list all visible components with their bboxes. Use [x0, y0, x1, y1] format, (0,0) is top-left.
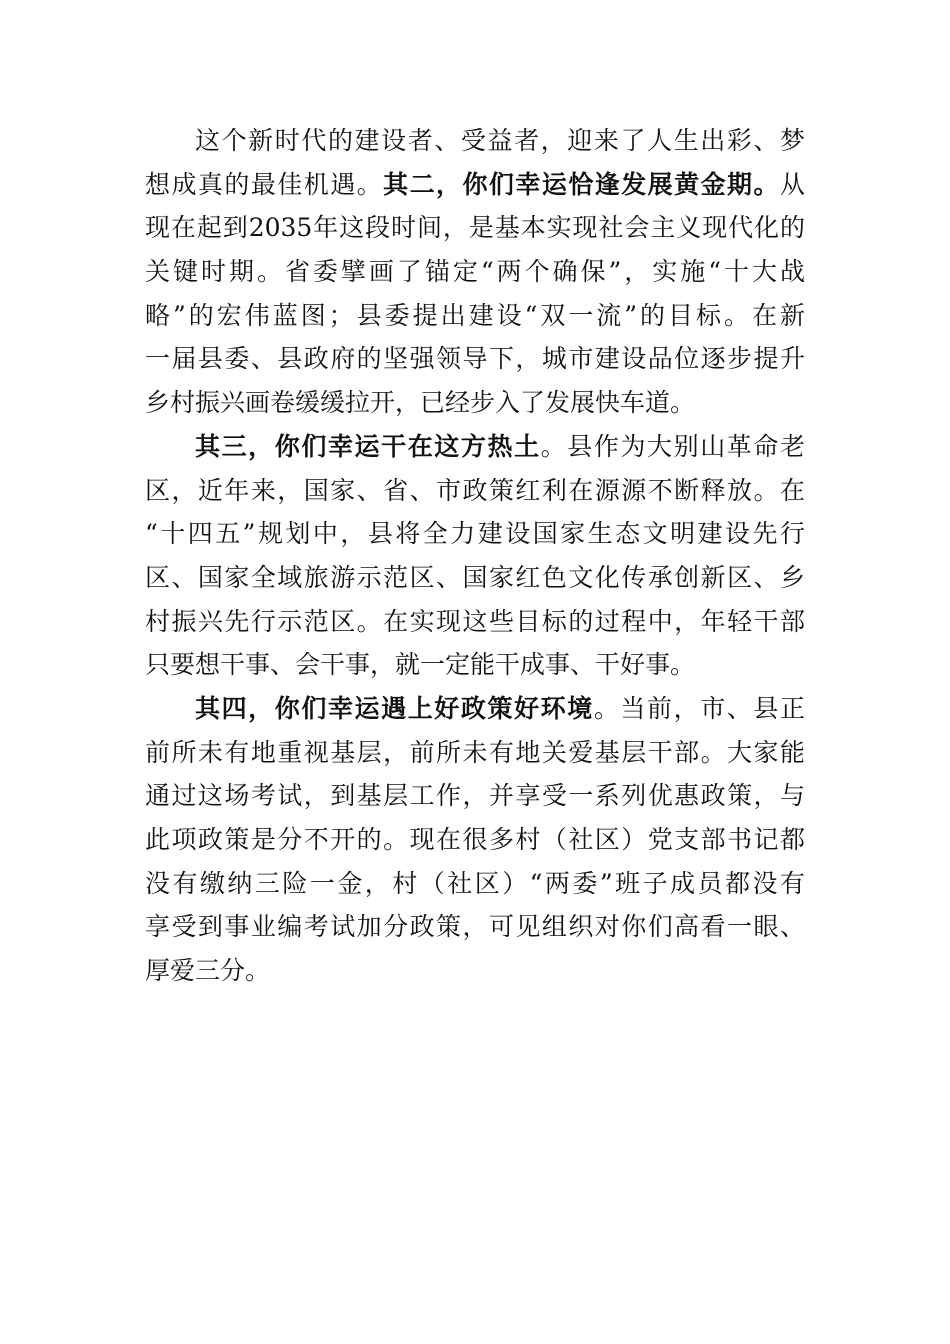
text-line — [145, 731, 805, 775]
body-text: 区、国家全域旅游示范区、国家红色文化传承创新区、乡 — [145, 562, 805, 592]
text-line — [145, 556, 805, 600]
text-line — [145, 425, 805, 469]
body-text: 现在起到2035年这段时间，是基本实现社会主义现代化的 — [145, 213, 805, 243]
body-text: 这个新时代的建设者、受益者，迎来了人生出彩、梦 — [195, 126, 805, 155]
body-text: 没有缴纳三险一金，村（社区）“两委”班子成员都没有 — [145, 868, 805, 898]
body-text: 只要想干事、会干事，就一定能干成事、干好事。 — [145, 650, 696, 680]
text-line — [145, 949, 805, 993]
bold-heading-text: 其四，你们幸运遇上好政策好环境 — [195, 693, 594, 723]
body-text: 从 — [779, 169, 805, 199]
text-line — [145, 862, 805, 906]
paragraph — [145, 687, 805, 993]
text-line — [145, 600, 805, 644]
body-text: 厚爱三分。 — [145, 956, 271, 986]
body-text: 通过这场考试，到基层工作，并享受一系列优惠政策，与 — [145, 781, 805, 811]
body-text: 前所未有地重视基层，前所未有地关爱基层干部。大家能 — [145, 737, 805, 767]
body-text: 关键时期。省委擘画了锚定“两个确保”，实施“十大战 — [145, 257, 805, 287]
text-line — [145, 119, 805, 163]
body-text: 一届县委、县政府的坚强领导下，城市建设品位逐步提升 — [145, 344, 805, 374]
body-text: 略”的宏伟蓝图；县委提出建设“双一流”的目标。在新 — [145, 300, 805, 330]
paragraph — [145, 425, 805, 687]
text-line — [145, 250, 805, 294]
text-line — [145, 206, 805, 250]
body-text: 区，近年来，国家、省、市政策红利在源源不断释放。在 — [145, 475, 805, 505]
body-text: 。当前，市、县正 — [593, 693, 805, 723]
text-line — [145, 469, 805, 513]
document-body — [145, 119, 805, 993]
body-text: 此项政策是分不开的。现在很多村（社区）党支部书记都 — [145, 825, 805, 854]
text-line — [145, 294, 805, 338]
bold-heading-text: 其二，你们幸运恰逢发展黄金期。 — [383, 169, 780, 199]
body-text: 享受到事业编考试加分政策，可见组织对你们高看一眼、 — [145, 912, 805, 942]
text-line — [145, 774, 805, 818]
text-line — [145, 687, 805, 731]
text-line — [145, 381, 805, 425]
text-line — [145, 643, 805, 687]
body-text: 乡村振兴画卷缓缓拉开，已经步入了发展快车道。 — [145, 388, 696, 418]
bold-heading-text: 其三，你们幸运干在这方热土 — [195, 431, 541, 461]
text-line — [145, 818, 805, 862]
paragraph — [145, 119, 805, 425]
text-line — [145, 163, 805, 207]
text-line — [145, 905, 805, 949]
body-text: 。县作为大别山革命老 — [540, 431, 805, 461]
body-text: “十四五”规划中，县将全力建设国家生态文明建设先行 — [145, 519, 805, 549]
body-text: 想成真的最佳机遇。 — [145, 169, 384, 199]
text-line — [145, 512, 805, 556]
text-line — [145, 337, 805, 381]
body-text: 村振兴先行示范区。在实现这些目标的过程中，年轻干部 — [145, 606, 805, 636]
